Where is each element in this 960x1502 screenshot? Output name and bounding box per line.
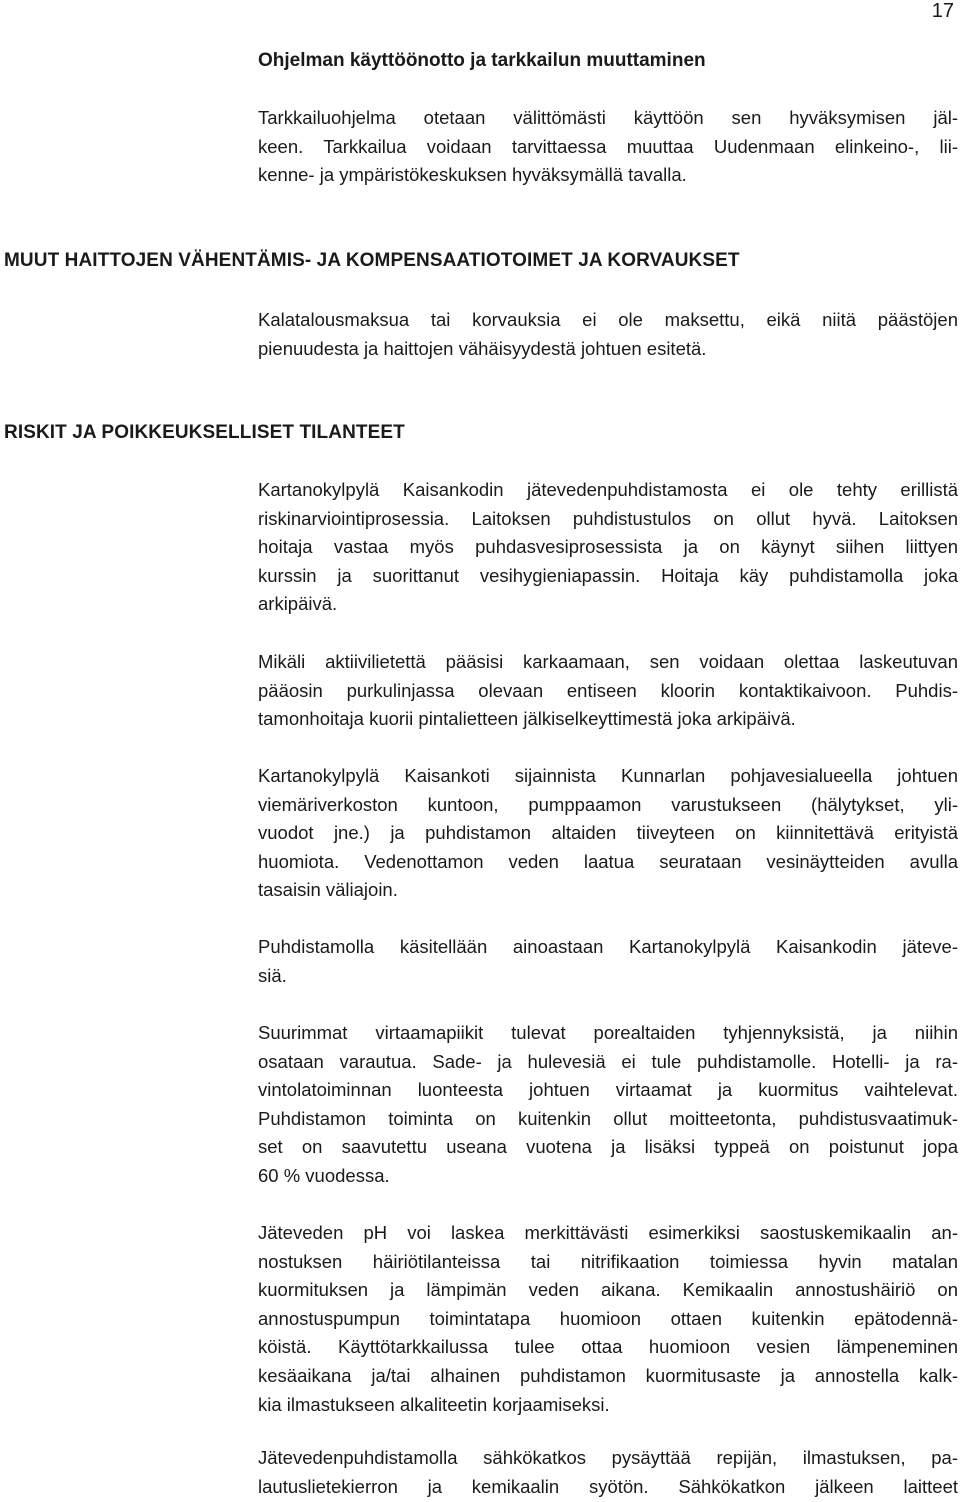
text-line: hoitaja vastaa myös puhdasvesiprosessista ja on käynyt siihen liittyen xyxy=(258,536,958,558)
text-line: tamonhoitaja kuorii pintalietteen jälkiselkeyttimestä joka arkipäivä. xyxy=(258,708,796,730)
heading-riskit: RISKIT JA POIKKEUKSELLISET TILANTEET xyxy=(4,422,405,443)
paragraph-riskit-7 xyxy=(258,1444,958,1501)
text-line: Puhdistamolla käsitellään ainoastaan Kartanokylpylä Kaisankodin jäteve- xyxy=(258,936,958,957)
paragraph-riskit-3 xyxy=(258,762,958,905)
text-line: viemäriverkoston kuntoon, pumppaamon varustukseen (hälytykset, yli- xyxy=(258,793,958,815)
text-line: set on saavutettu useana vuotena ja lisäksi typpeä on poistunut jopa xyxy=(258,1136,958,1158)
text-line: pienuudesta ja haittojen vähäisyydestä johtuen esitetä. xyxy=(258,337,707,359)
paragraph-intro xyxy=(258,104,958,190)
text-line: kesäaikana ja/tai alhainen puhdistamon kuormitusaste ja annostella kalk- xyxy=(258,1364,958,1386)
text-line: 60 % vuodessa. xyxy=(258,1164,390,1186)
text-line: Mikäli aktiivilietettä pääsisi karkaamaan, sen voidaan olettaa laskeutuvan xyxy=(258,651,958,672)
text-line: Kalatalousmaksua tai korvauksia ei ole maksettu, eikä niitä päästöjen xyxy=(258,309,958,330)
text-line: lautuslietekierron ja kemikaalin syötön. Sähkökatkon jälkeen laitteet xyxy=(258,1475,958,1497)
text-line: kurssin ja suorittanut vesihygieniapassin. Hoitaja käy puhdistamolla joka xyxy=(258,564,958,586)
text-line: pääosin purkulinjassa olevaan entiseen kloorin kontaktikaivoon. Puhdis- xyxy=(258,679,958,701)
page-number: 17 xyxy=(931,0,954,22)
text-line: arkipäivä. xyxy=(258,593,338,615)
text-line: kenne- ja ympäristökeskuksen hyväksymällä tavalla. xyxy=(258,164,687,186)
text-line: Jäteveden pH voi laskea merkittävästi esimerkiksi saostuskemikaalin an- xyxy=(258,1222,958,1243)
text-line: keen. Tarkkailua voidaan tarvittaessa muuttaa Uudenmaan elinkeino-, lii- xyxy=(258,135,958,157)
text-line: Suurimmat virtaamapiikit tulevat porealtaiden tyhjennyksistä, ja niihin xyxy=(258,1022,958,1043)
heading-muut-haittojen: MUUT HAITTOJEN VÄHENTÄMIS- JA KOMPENSAATIOTOIMET JA KORVAUKSET xyxy=(4,250,740,271)
text-line: Tarkkailuohjelma otetaan välittömästi käyttöön sen hyväksymisen jäl- xyxy=(258,107,958,128)
text-line: annostuspumpun toimintatapa huomioon ottaen kuitenkin epätodennä- xyxy=(258,1307,958,1329)
paragraph-riskit-1 xyxy=(258,476,958,619)
text-line: kuormituksen ja lämpimän veden aikana. Kemikaalin annostushäiriö on xyxy=(258,1279,958,1301)
text-line: Puhdistamon toiminta on kuitenkin ollut moitteetonta, puhdistusvaatimuk- xyxy=(258,1107,958,1129)
text-line: riskinarviointiprosessia. Laitoksen puhdistustulos on ollut hyvä. Laitoksen xyxy=(258,507,958,529)
text-line: tasaisin väliajoin. xyxy=(258,879,398,901)
paragraph-riskit-6 xyxy=(258,1219,958,1419)
paragraph-riskit-2 xyxy=(258,648,958,734)
text-line: nostuksen häiriötilanteissa tai nitrifikaation toimiessa hyvin matalan xyxy=(258,1250,958,1272)
paragraph-riskit-5 xyxy=(258,1019,958,1191)
paragraph-muut xyxy=(258,306,958,363)
text-line: huomiota. Vedenottamon veden laatua seurataan vesinäytteiden avulla xyxy=(258,850,958,872)
text-line: siä. xyxy=(258,964,287,986)
section-heading: Ohjelman käyttöönotto ja tarkkailun muuttaminen xyxy=(258,50,706,71)
paragraph-riskit-4 xyxy=(258,933,958,990)
text-line: köistä. Käyttötarkkailussa tulee ottaa huomioon vesien lämpeneminen xyxy=(258,1336,958,1358)
text-line: Kartanokylpylä Kaisankodin jätevedenpuhdistamosta ei ole tehty erillistä xyxy=(258,479,958,500)
text-line: Kartanokylpylä Kaisankoti sijainnista Kunnarlan pohjavesialueella johtuen xyxy=(258,765,958,786)
text-line: Jätevedenpuhdistamolla sähkökatkos pysäyttää repijän, ilmastuksen, pa- xyxy=(258,1447,958,1468)
text-line: vintolatoiminnan luonteesta johtuen virtaamat ja kuormitus vaihtelevat. xyxy=(258,1079,958,1101)
text-line: vuodot jne.) ja puhdistamon altaiden tiiveyteen on kiinnitettävä erityistä xyxy=(258,822,958,844)
text-line: kia ilmastukseen alkaliteetin korjaamiseksi. xyxy=(258,1393,610,1415)
text-line: osataan varautua. Sade- ja hulevesiä ei tule puhdistamolle. Hotelli- ja ra- xyxy=(258,1050,958,1072)
